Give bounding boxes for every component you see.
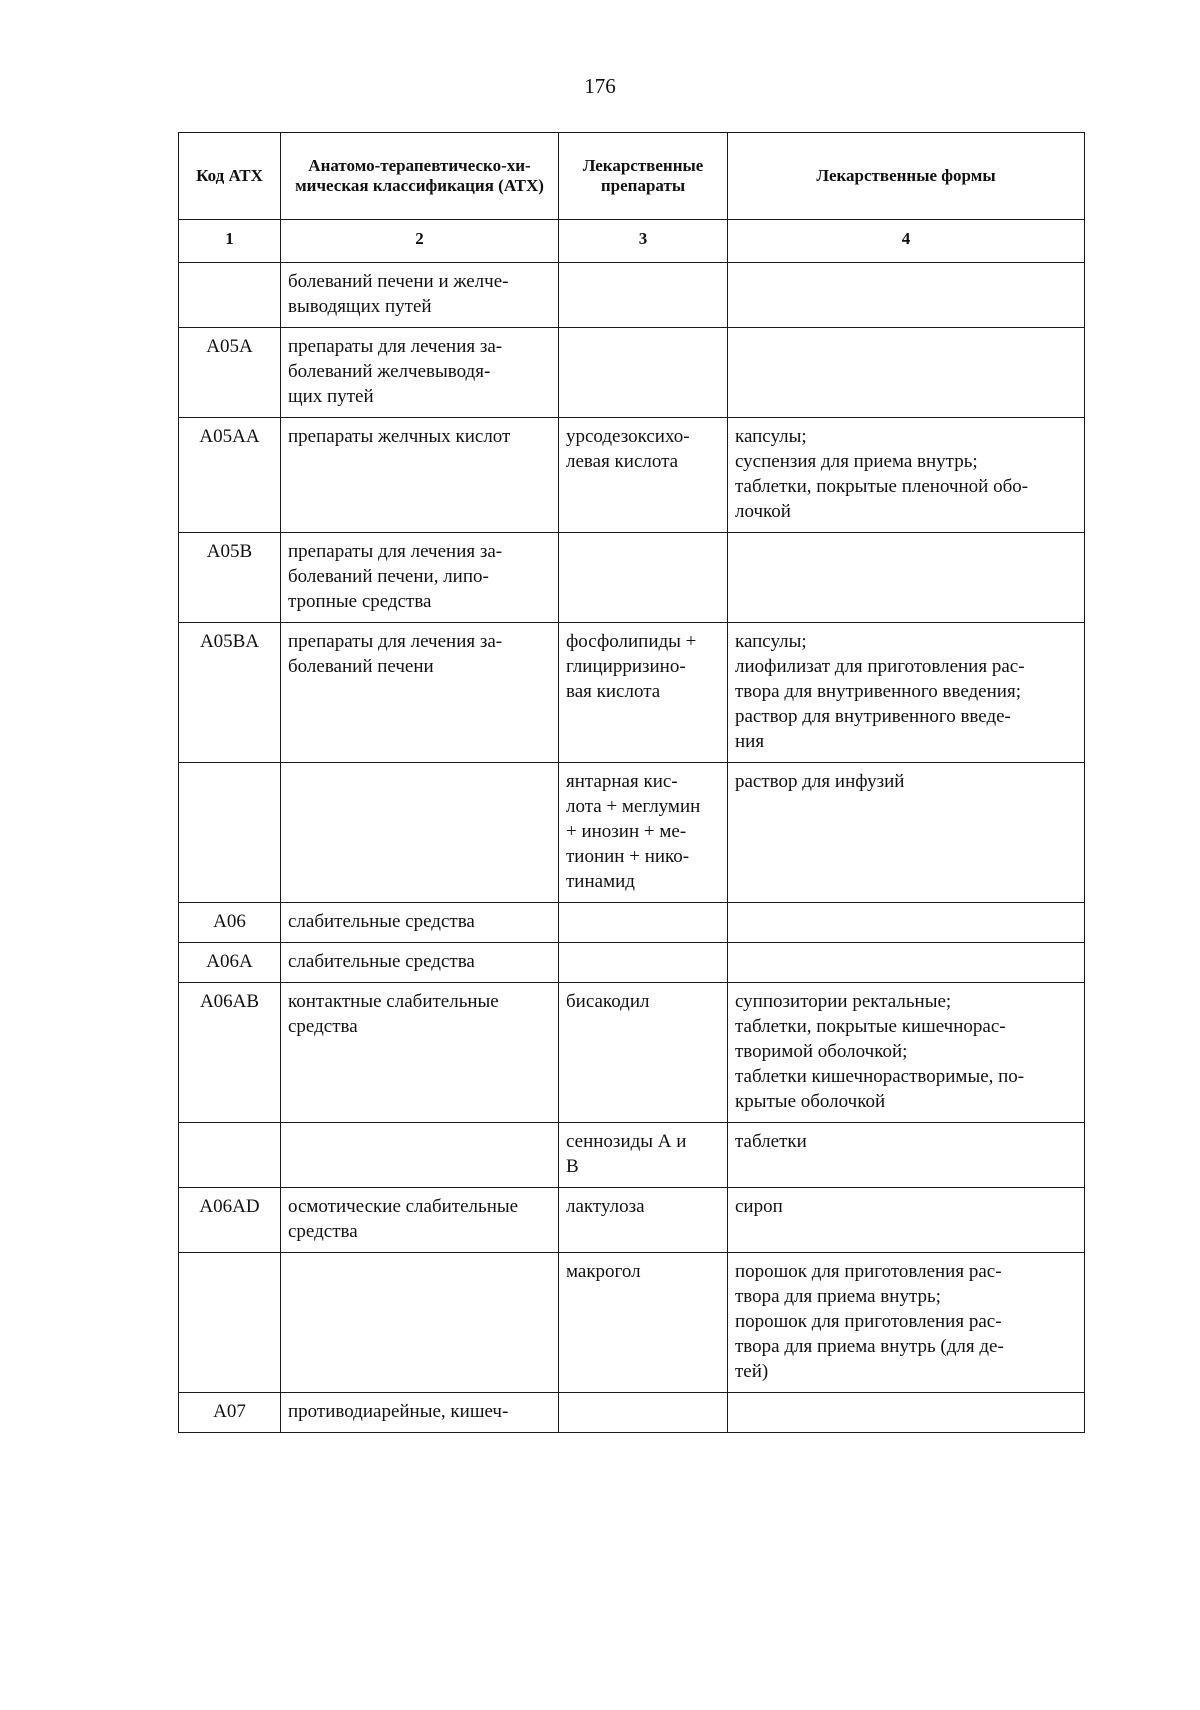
dosage-form-cell xyxy=(728,328,1085,418)
atc-code-cell: A06A xyxy=(179,943,281,983)
drug-cell: бисакодил xyxy=(559,983,728,1123)
dosage-form-cell xyxy=(728,533,1085,623)
dosage-form-cell: таблетки xyxy=(728,1123,1085,1188)
table-row xyxy=(179,1123,1085,1188)
atc-code-cell xyxy=(179,1253,281,1393)
classification-cell: контактные слабительные средства xyxy=(281,983,559,1123)
table-row xyxy=(179,763,1085,903)
drug-cell: янтарная кис- лота + меглумин + инозин + ме- тионин + нико- тинамид xyxy=(559,763,728,903)
classification-cell: противодиарейные, кишеч- xyxy=(281,1393,559,1433)
drug-cell xyxy=(559,1393,728,1433)
column-number: 2 xyxy=(281,220,559,263)
dosage-form-cell xyxy=(728,1393,1085,1433)
table-header-row xyxy=(179,133,1085,220)
table-row xyxy=(179,1188,1085,1253)
header-dosage-forms: Лекарственные формы xyxy=(728,133,1085,220)
page-number: 176 xyxy=(584,74,616,98)
dosage-form-cell: порошок для приготовления рас- твора для приема внутрь; порошок для приготовления рас- твора для приема внутрь (для де- тей) xyxy=(728,1253,1085,1393)
table-row xyxy=(179,623,1085,763)
classification-cell: препараты желчных кислот xyxy=(281,418,559,533)
table-row xyxy=(179,943,1085,983)
dosage-form-cell: капсулы; суспензия для приема внутрь; таблетки, покрытые пленочной обо- лочкой xyxy=(728,418,1085,533)
classification-cell: слабительные средства xyxy=(281,943,559,983)
header-drugs: Лекарственные препараты xyxy=(559,133,728,220)
atc-code-cell xyxy=(179,763,281,903)
table-row xyxy=(179,1393,1085,1433)
table-row xyxy=(179,903,1085,943)
column-number: 1 xyxy=(179,220,281,263)
atc-code-cell: A06 xyxy=(179,903,281,943)
dosage-form-cell xyxy=(728,263,1085,328)
dosage-form-cell xyxy=(728,903,1085,943)
atc-code-cell: A06AD xyxy=(179,1188,281,1253)
dosage-form-cell: раствор для инфузий xyxy=(728,763,1085,903)
drug-cell xyxy=(559,328,728,418)
drug-cell xyxy=(559,263,728,328)
column-number: 3 xyxy=(559,220,728,263)
dosage-form-cell: суппозитории ректальные; таблетки, покрытые кишечнорас- творимой оболочкой; таблетки кишечнорастворимые, по- крытые оболочкой xyxy=(728,983,1085,1123)
classification-cell: слабительные средства xyxy=(281,903,559,943)
dosage-form-cell xyxy=(728,943,1085,983)
drug-cell: урсодезоксихо- левая кислота xyxy=(559,418,728,533)
atc-code-cell xyxy=(179,263,281,328)
drug-cell xyxy=(559,903,728,943)
table-row xyxy=(179,328,1085,418)
drug-cell: фосфолипиды + глицирризино- вая кислота xyxy=(559,623,728,763)
dosage-form-cell: сироп xyxy=(728,1188,1085,1253)
header-atc-code: Код АТХ xyxy=(179,133,281,220)
table-row xyxy=(179,533,1085,623)
atc-code-cell: A05BA xyxy=(179,623,281,763)
classification-cell xyxy=(281,763,559,903)
classification-cell: препараты для лечения за- болеваний печени xyxy=(281,623,559,763)
atc-code-cell: A05A xyxy=(179,328,281,418)
drug-cell: лактулоза xyxy=(559,1188,728,1253)
column-number-row xyxy=(179,220,1085,263)
atc-code-cell: A07 xyxy=(179,1393,281,1433)
drug-cell xyxy=(559,533,728,623)
table-row xyxy=(179,263,1085,328)
classification-cell: препараты для лечения за- болеваний печени, липо- тропные средства xyxy=(281,533,559,623)
atc-drug-table xyxy=(178,132,1085,1433)
classification-cell xyxy=(281,1253,559,1393)
column-number: 4 xyxy=(728,220,1085,263)
atc-code-cell: A06AB xyxy=(179,983,281,1123)
drug-cell: макрогол xyxy=(559,1253,728,1393)
atc-code-cell: A05B xyxy=(179,533,281,623)
drug-cell: сеннозиды А и В xyxy=(559,1123,728,1188)
classification-cell xyxy=(281,1123,559,1188)
classification-cell: препараты для лечения за- болеваний желчевыводя- щих путей xyxy=(281,328,559,418)
classification-cell: болеваний печени и желче- выводящих путей xyxy=(281,263,559,328)
atc-code-cell: A05AA xyxy=(179,418,281,533)
classification-cell: осмотические слабительные средства xyxy=(281,1188,559,1253)
table-row xyxy=(179,1253,1085,1393)
drug-cell xyxy=(559,943,728,983)
header-atc-classification: Анатомо-терапевтическо-хи- мическая классификация (АТХ) xyxy=(281,133,559,220)
dosage-form-cell: капсулы; лиофилизат для приготовления рас- твора для внутривенного введения; раствор для внутривенного введе- ния xyxy=(728,623,1085,763)
atc-code-cell xyxy=(179,1123,281,1188)
table-row xyxy=(179,418,1085,533)
table-row xyxy=(179,983,1085,1123)
